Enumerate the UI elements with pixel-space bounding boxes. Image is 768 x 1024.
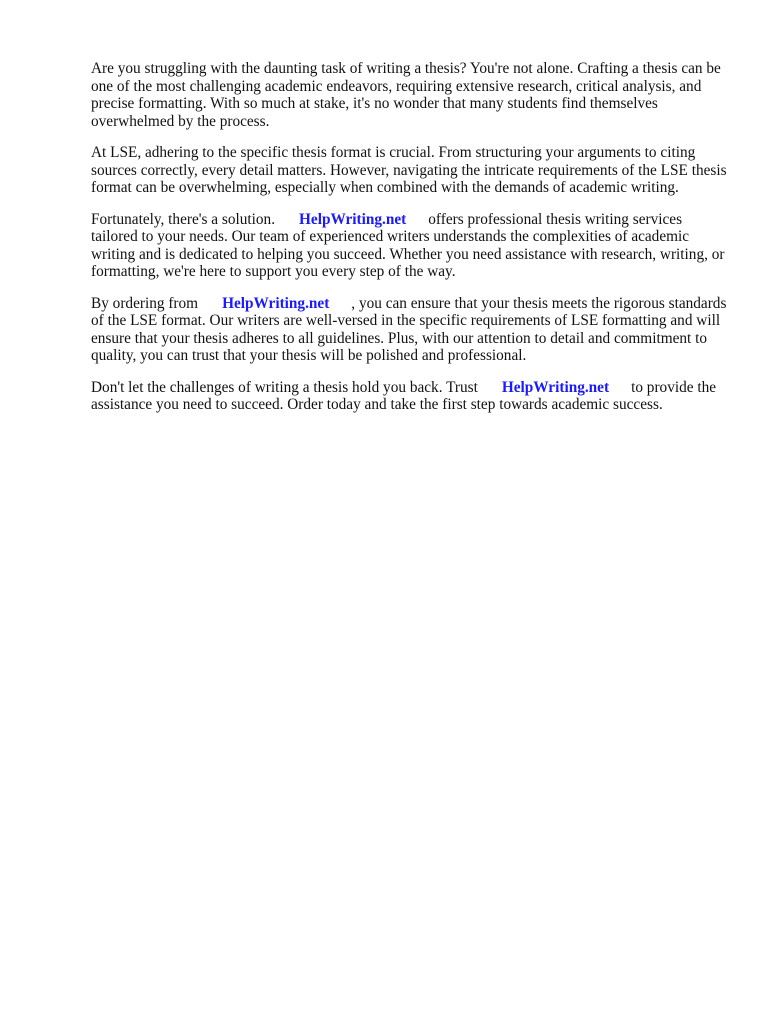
paragraph-solution: [91, 211, 731, 281]
paragraph-closing: [91, 379, 731, 414]
paragraph-closing-text-after: to provide the assistance you need to succeed. Order today and take the first step towards academic success.: [91, 378, 717, 413]
paragraph-ordering: [91, 295, 731, 365]
paragraph-solution-text-before: Fortunately, there's a solution.: [91, 210, 276, 228]
helpwriting-link[interactable]: HelpWriting.net: [222, 294, 330, 312]
paragraph-solution-text-after: offers professional thesis writing services tailored to your needs. Our team of experienced writers understands the complexities of academic writing and is dedicated to helping you succeed. Whether you need assistance with research, writing, or formatting, we're here to support you every step of the way.: [91, 210, 725, 280]
paragraph-closing-text-before: Don't let the challenges of writing a thesis hold you back. Trust: [91, 378, 478, 396]
document-body: [91, 60, 731, 428]
paragraph-lse-format: At LSE, adhering to the specific thesis format is crucial. From structuring your arguments to citing sources correctly, every detail matters. However, navigating the intricate requirements of the LSE thesis format can be overwhelming, especially when combined with the demands of academic writing.: [91, 144, 727, 196]
helpwriting-link[interactable]: HelpWriting.net: [299, 210, 407, 228]
paragraph-ordering-text-after: , you can ensure that your thesis meets the rigorous standards of the LSE format. Our writers are well-versed in the specific requirements of LSE formatting and will ensure that your thesis adheres to all guidelines. Plus, with our attention to detail and commitment to quality, you can trust that your thesis will be polished and professional.: [91, 294, 727, 364]
paragraph-ordering-text-before: By ordering from: [91, 294, 199, 312]
paragraph-intro: Are you struggling with the daunting task of writing a thesis? You're not alone. Crafting a thesis can be one of the most challenging academic endeavors, requiring extensive research, critical analysis, and precise formatting. With so much at stake, it's no wonder that many students find themselves overwhelmed by the process.: [91, 60, 721, 130]
helpwriting-link[interactable]: HelpWriting.net: [501, 378, 610, 396]
